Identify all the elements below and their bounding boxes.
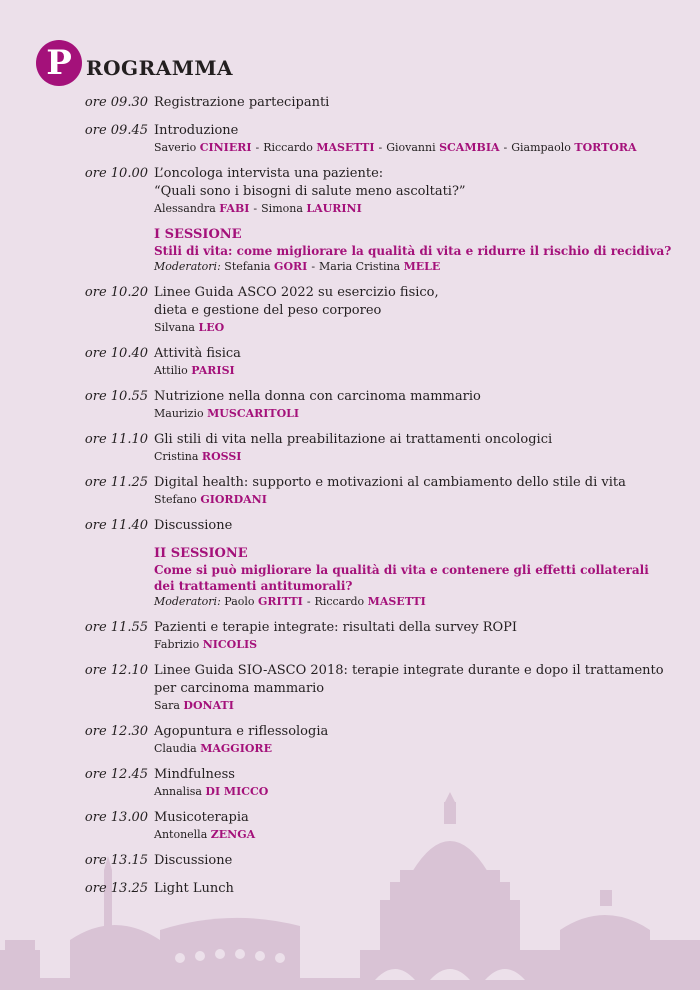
- item-title-line: Introduzione: [154, 123, 239, 138]
- item-time: ore 11.25: [84, 475, 148, 490]
- item-content: [154, 431, 672, 464]
- person-first-name: Cristina: [154, 450, 199, 463]
- item-time: ore 13.00: [84, 810, 148, 825]
- item-title-line: Gli stili di vita nella preabilitazione ai trattamenti oncologici: [154, 432, 553, 447]
- person-first-name: Stefania: [224, 260, 271, 273]
- item-title-line: Digital health: supporto e motivazioni al cambiamento dello stile di vita: [154, 475, 626, 490]
- item-title-line: Agopuntura e riflessologia: [154, 724, 329, 739]
- program-item: [0, 517, 700, 535]
- person-first-name: Claudia: [154, 742, 197, 755]
- program-item: [0, 474, 700, 507]
- item-content: [154, 619, 672, 652]
- item-title-line: Discussione: [154, 518, 233, 533]
- item-title-line: dieta e gestione del peso corporeo: [154, 303, 382, 318]
- session-block: [154, 545, 672, 609]
- item-time: ore 13.15: [84, 853, 148, 868]
- item-time: ore 10.40: [84, 346, 148, 361]
- item-title-line: Discussione: [154, 853, 233, 868]
- item-content: [154, 517, 672, 535]
- item-title-line: Linee Guida ASCO 2022 su esercizio fisico,: [154, 285, 439, 300]
- heading-text: ROGRAMMA: [86, 56, 234, 80]
- item-content: [154, 474, 672, 507]
- item-title-line: “Quali sono i bisogni di salute meno ascoltati?”: [154, 184, 466, 199]
- person-first-name: Sara: [154, 699, 180, 712]
- person-surname: SCAMBIA: [439, 141, 500, 154]
- item-speakers: [154, 320, 672, 335]
- person-first-name: Giampaolo: [511, 141, 571, 154]
- item-time: ore 09.45: [84, 123, 148, 138]
- item-content: [154, 122, 672, 155]
- program-item: [0, 880, 700, 898]
- item-speakers: [154, 698, 672, 713]
- program-item: [0, 619, 700, 652]
- heading-initial-badge: P: [36, 40, 82, 86]
- item-content: [154, 766, 672, 799]
- person-surname: FABI: [219, 202, 250, 215]
- item-speakers: [154, 827, 672, 842]
- person-surname: PARISI: [191, 364, 235, 377]
- item-time: ore 10.00: [84, 166, 148, 181]
- session-moderators: [154, 259, 672, 274]
- item-speakers: [154, 201, 672, 216]
- person-first-name: Silvana: [154, 321, 195, 334]
- person-first-name: Antonella: [154, 828, 208, 841]
- person-first-name: Simona: [261, 202, 303, 215]
- person-first-name: Fabrizio: [154, 638, 200, 651]
- item-title-line: Registrazione partecipanti: [154, 95, 330, 110]
- person-surname: ROSSI: [201, 450, 242, 463]
- session-block: [154, 226, 672, 274]
- name-separator: -: [378, 141, 383, 154]
- item-time: ore 11.10: [84, 432, 148, 447]
- item-content: [154, 852, 672, 870]
- program-item: [0, 766, 700, 799]
- person-surname: TORTORA: [574, 141, 637, 154]
- person-surname: CINIERI: [199, 141, 252, 154]
- item-content: [154, 723, 672, 756]
- item-time: ore 12.45: [84, 767, 148, 782]
- person-first-name: Riccardo: [314, 595, 365, 608]
- item-time: ore 09.30: [84, 95, 148, 110]
- item-title-line: Attività fisica: [154, 346, 241, 361]
- person-surname: NICOLIS: [202, 638, 258, 651]
- moderators-label: Moderatori:: [154, 260, 221, 273]
- item-speakers: [154, 449, 672, 464]
- name-separator: -: [306, 595, 311, 608]
- program-item: [0, 662, 700, 713]
- item-content: [154, 880, 672, 898]
- item-time: ore 12.10: [84, 663, 148, 678]
- person-surname: MASETTI: [316, 141, 375, 154]
- item-content: [154, 345, 672, 378]
- person-first-name: Giovanni: [386, 141, 436, 154]
- item-speakers: [154, 741, 672, 756]
- item-content: [154, 284, 672, 335]
- person-surname: LEO: [198, 321, 225, 334]
- name-separator: -: [253, 202, 258, 215]
- program-item: [0, 94, 700, 112]
- item-speakers: [154, 637, 672, 652]
- item-time: ore 10.20: [84, 285, 148, 300]
- program-item: [0, 723, 700, 756]
- person-surname: ZENGA: [210, 828, 256, 841]
- person-first-name: Saverio: [154, 141, 197, 154]
- item-content: [154, 94, 672, 112]
- person-first-name: Paolo: [224, 595, 255, 608]
- person-first-name: Maurizio: [154, 407, 204, 420]
- person-surname: MASETTI: [367, 595, 426, 608]
- item-speakers: [154, 363, 672, 378]
- item-title-line: per carcinoma mammario: [154, 681, 325, 696]
- item-title-line: Nutrizione nella donna con carcinoma mammario: [154, 389, 481, 404]
- person-first-name: Maria Cristina: [319, 260, 401, 273]
- person-surname: DI MICCO: [205, 785, 269, 798]
- session-title-line: Stili di vita: come migliorare la qualità di vita e ridurre il rischio di recidiva?: [154, 244, 672, 258]
- program-item: [0, 122, 700, 155]
- name-separator: -: [311, 260, 316, 273]
- person-first-name: Alessandra: [154, 202, 216, 215]
- person-surname: GRITTI: [258, 595, 303, 608]
- item-speakers: [154, 492, 672, 507]
- item-time: ore 11.40: [84, 518, 148, 533]
- item-content: [154, 165, 672, 216]
- session-moderators: [154, 594, 672, 609]
- program-item: [0, 284, 700, 335]
- person-first-name: Riccardo: [263, 141, 313, 154]
- program-item: [0, 852, 700, 870]
- item-title-line: L’oncologa intervista una paziente:: [154, 166, 384, 181]
- item-title-line: Pazienti e terapie integrate: risultati della survey ROPI: [154, 620, 518, 635]
- program-list: [0, 94, 700, 908]
- item-speakers: [154, 140, 672, 155]
- item-time: ore 10.55: [84, 389, 148, 404]
- item-title-line: Light Lunch: [154, 881, 234, 896]
- item-content: [154, 388, 672, 421]
- item-title-line: Linee Guida SIO-ASCO 2018: terapie integrate durante e dopo il trattamento: [154, 663, 664, 678]
- session-title-line: Come si può migliorare la qualità di vita e contenere gli effetti collaterali: [154, 563, 649, 577]
- person-surname: GIORDANI: [200, 493, 267, 506]
- program-item: [0, 431, 700, 464]
- person-first-name: Stefano: [154, 493, 197, 506]
- name-separator: -: [255, 141, 260, 154]
- session-title-line: dei trattamenti antitumorali?: [154, 579, 353, 593]
- item-title-line: Mindfulness: [154, 767, 235, 782]
- program-item: [0, 388, 700, 421]
- person-surname: MAGGIORE: [200, 742, 272, 755]
- program-item: [0, 345, 700, 378]
- item-content: [154, 809, 672, 842]
- person-surname: MUSCARITOLI: [207, 407, 300, 420]
- item-time: ore 12.30: [84, 724, 148, 739]
- person-first-name: Annalisa: [154, 785, 202, 798]
- program-item: [0, 165, 700, 216]
- person-surname: DONATI: [183, 699, 234, 712]
- person-surname: LAURINI: [306, 202, 362, 215]
- item-content: [154, 662, 672, 713]
- person-surname: GORI: [274, 260, 308, 273]
- item-speakers: [154, 784, 672, 799]
- item-time: ore 13.25: [84, 881, 148, 896]
- item-time: ore 11.55: [84, 620, 148, 635]
- session-label: II SESSIONE: [154, 546, 248, 561]
- item-title-line: Musicoterapia: [154, 810, 249, 825]
- moderators-label: Moderatori:: [154, 595, 221, 608]
- program-item: [0, 809, 700, 842]
- session-label: I SESSIONE: [154, 227, 242, 242]
- name-separator: -: [503, 141, 508, 154]
- person-surname: MELE: [403, 260, 441, 273]
- item-speakers: [154, 406, 672, 421]
- person-first-name: Attilio: [154, 364, 188, 377]
